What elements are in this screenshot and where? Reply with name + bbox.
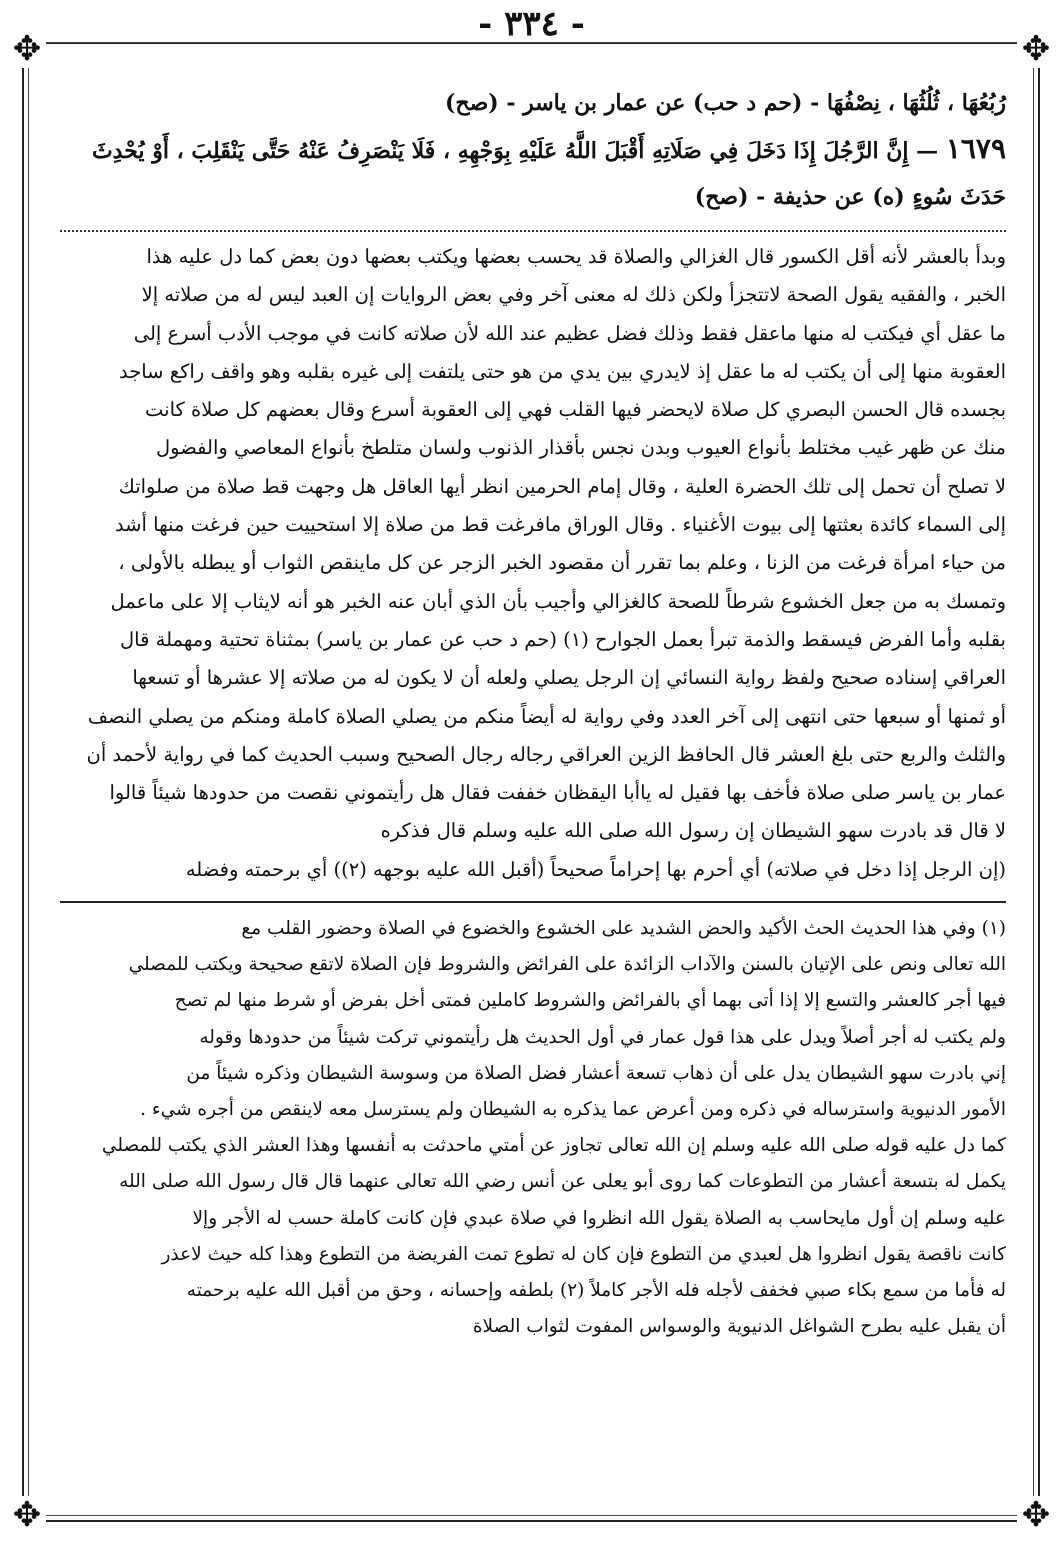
commentary-line: أو ثمنها أو سبعها حتى انتهى إلى آخر العدد وفي رواية له أيضاً منكم من يصلي الصلاة كاملة ومنكم من يصلي النصف <box>87 704 1006 728</box>
page-number: - ٣٣٤ - <box>478 4 585 44</box>
hadith-text <box>60 126 1006 174</box>
footnote-line: أن يقبل عليه بطرح الشواغل الدنيوية والوسواس المفوت لثواب الصلاة <box>472 1316 1006 1338</box>
footnote-line: إني بادرت سهو الشيطان يدل على أن ذهاب تسعة أعشار فضل الصلاة من وسوسة الشيطان وذكره شيئاً من <box>186 1062 1006 1084</box>
footnotes-block <box>60 911 1006 1345</box>
page-content <box>60 80 1006 1345</box>
corner-ornament-icon: ✥ <box>1017 1496 1055 1534</box>
footnote-line: عليه وسلم إن أول مايحاسب به الصلاة يقول الله انظروا في صلاة عبدي فإن كانت كاملة حسب له الأجر وإلا <box>192 1207 1006 1229</box>
commentary-line: منك عن ظهر غيب مختلط بأنواع العيوب وبدن نجس بأقذار الذنوب ولسان متلطخ بأنواع المعاصي والفضول <box>156 436 1006 460</box>
commentary-line: من حياء امرأة فرغت من الزنا ، وعلم بما تقرر أن مقصود الخبر الزجر عن كل ماينقص الثواب أو يبطله بالأولى ، <box>118 551 1006 575</box>
commentary-line: (إن الرجل إذا دخل في صلاته) أي أحرم بها إحراماً صحيحاً (أقبل الله عليه بوجهه (٢)) أي برحمته وفضله <box>185 857 1006 881</box>
commentary-line: لا قال قد بادرت سهو الشيطان إن رسول الله صلى الله عليه وسلم قال فذكره <box>380 819 1006 843</box>
commentary-block <box>60 238 1006 889</box>
hadith-source: حَدَثَ سُوءٍ (ه) عن حذيفة - (صح) <box>694 184 1006 210</box>
footnote-line: له فأما من سمع بكاء صبي فخفف لأجله فله الأجر كاملاً (٢) بلطفه وإحسانه ، وحق من أقبل الله عليه برحمته <box>186 1280 1006 1302</box>
footnote-line: كانت ناقصة يقول انظروا هل لعبدي من التطوع فإن كان له تطوع تمت الفريضة من التطوع وهذا كله حيث لاعذر <box>161 1243 1006 1265</box>
commentary-line: بقلبه وأما الفرض فيسقط والذمة تبرأ بعمل الجوارح (١) (حم د حب عن عمار بن ياسر) بمثناة تحتية ومهملة قال <box>120 627 1006 651</box>
corner-ornament-icon: ✥ <box>8 30 46 68</box>
footnote-line: الأمور الدنيوية واسترساله في ذكره ومن أعرض عما يذكره به الشيطان ولم يسترسل معه لاينقص من أجره شيء . <box>140 1099 1006 1121</box>
hadith-number: ١٦٧٩ <box>945 132 1006 165</box>
commentary-line: العقوبة منها إلى أن يكتب له ما عقل إذ لايدري بين يدي من هو حتى يلتفت إلى غيره بقلبه وهو واقف راكع ساجد <box>118 359 1006 383</box>
commentary-line: لا تصلح أن تحمل إلى تلك الحضرة العلية ، وقال إمام الحرمين انظر أيها العاقل هل وجهت قط صلاة من صلواتك <box>118 474 1006 498</box>
corner-ornament-icon: ✥ <box>1017 30 1055 68</box>
footnote-line: كما دل عليه قوله صلى الله عليه وسلم إن الله تعالى تجاوز عن أمتي ماحدثت به أنفسها وهذا العشر الذي يكتب للمصلي <box>101 1135 1006 1157</box>
commentary-line: إلى السماء كائدة بعثتها إلى بيوت الأغنياء . وقال الوراق مافرغت قط من صلاة إلا استحييت حين فرغت منها أشد <box>114 513 1006 537</box>
footnote-line: فيها أجر كالعشر والتسع إلا إذا أتى بهما أي بالفرائض والشروط كاملين فمتى أخل بفرض أو شرط منها لم تصح <box>174 990 1006 1012</box>
commentary-line: ما عقل أي فيكتب له منها ماعقل فقط وذلك فضل عظيم عند الله لأن صلاته كانت في موجب الأدب أسرع إلى <box>133 321 1006 345</box>
footnote-line: ولم يكتب له أجر أصلاً ويدل على هذا قول عمار في أول الحديث هل رأيتموني تركت شيئاً من حدودها وقوله <box>199 1026 1006 1048</box>
corner-ornament-icon: ✥ <box>8 1496 46 1534</box>
footnote-separator <box>60 901 1006 903</box>
commentary-line: العراقي إسناده صحيح ولفظ رواية النسائي إن الرجل يصلي ولعله أن لا يكون له من صلاته إلا عشرها أو تسعها <box>132 666 1006 690</box>
hadith-text-line: — إِنَّ الرَّجُلَ إِذَا دَخَلَ فِي صَلَاتِهِ أَقْبَلَ اللَّهُ عَلَيْهِ بِوَجْهِهِ ، فَلَا يَنْصَرِفُ عَنْهُ حَتَّى يَنْقَلِبَ ، أَوْ يُحْدِثَ <box>91 138 939 164</box>
footnote-line: (١) وفي هذا الحديث الحث الأكيد والحض الشديد على الخشوع والخضوع في الصلاة وحضور القلب مع <box>241 918 1006 940</box>
footnote-line: الله تعالى ونص على الإتيان بالسنن والآداب الزائدة على الفرائض والشروط فإن الصلاة لاتقع صحيحة ويكتب للمصلي <box>128 954 1006 976</box>
commentary-line: وتمسك به من جعل الخشوع شرطاً للصحة كالغزالي وأجيب بأن الذي أبان عنه الخبر هو أنه لايثاب إلا على ماعمل <box>110 589 1006 613</box>
commentary-line: والثلث والربع حتى بلغ العشر قال الحافظ الزين العراقي رجاله رجال الصحيح وسبب الحديث كما في رواية لأحمد أن <box>86 742 1006 766</box>
dotted-separator <box>60 230 1006 232</box>
commentary-line: وبدأ بالعشر لأنه أقل الكسور قال الغزالي والصلاة قد يحسب بعضها ويكتب بعضها دون بعض كما دل عليه هذا <box>146 245 1006 268</box>
footnote-line: يكمل له بتسعة أعشار من التطوعات كما روى أبو يعلى عن أنس رضي الله تعالى عنهما قال قال رسول الله صلى الله <box>119 1171 1006 1193</box>
hadith-continuation: رُبُعُهَا ، ثُلُثُهَا ، نِصْفُهَا - (حم د حب) عن عمار بن ياسر - (صح) <box>444 90 1006 116</box>
commentary-line: الخبر ، والفقيه يقول الصحة لاتتجزأ ولكن ذلك له معنى آخر وفي بعض الروايات إن العبد ليس له من صلاته إلا <box>141 283 1006 307</box>
commentary-line: عمار بن ياسر صلى صلاة فأخف بها فقيل له ياأبا اليقظان خففت فقال هل رأيتموني نقصت من حدودها شيئاً قالوا <box>109 781 1006 805</box>
commentary-line: بجسده قال الحسن البصري كل صلاة لايحضر فيها القلب فهي إلى العقوبة أسرع وقال بعضهم كل صلاة كانت <box>145 398 1006 422</box>
